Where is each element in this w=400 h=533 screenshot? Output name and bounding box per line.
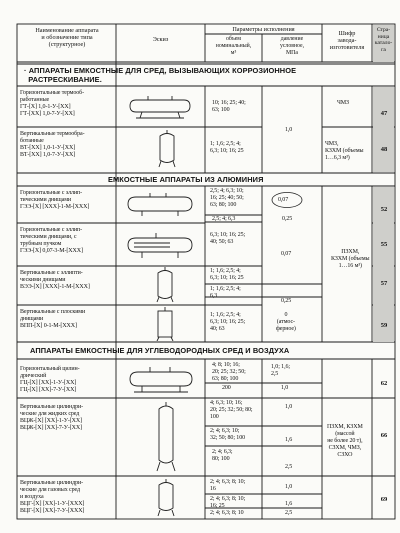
row5-page: 57 xyxy=(380,280,388,287)
row4-volume: 6,3; 10; 16; 25; 40; 50; 63 xyxy=(210,232,246,245)
row9-volume: 2; 4; 6,3; 8; 10; 16 xyxy=(210,479,246,492)
horizontal-ellipse-tank-sketch xyxy=(126,190,194,218)
row7-pressure-b: 1,0 xyxy=(281,385,289,391)
row3-volume: 2,5; 4; 6,3; 10; 16; 25; 40; 50; 63; 80; 100 xyxy=(210,188,244,208)
aluminum-mfr: ПЗХМ, КЗХМ (объемы 1…16 м³) xyxy=(331,249,370,269)
circle-mark-icon xyxy=(270,191,304,209)
row8-page: 66 xyxy=(380,432,388,439)
row35-pressure: 0,07 xyxy=(281,251,292,257)
row35-pressure-b: 0,25 xyxy=(281,298,292,304)
section-corrosive: · АППАРАТЫ ЕМКОСТНЫЕ ДЛЯ СРЕД, ВЫЗЫВАЮЩИХ КОРРОЗИОННОЕ РАСТРЕСКИВАНИЕ. xyxy=(24,66,297,84)
row1-mfr: ЧМЗ xyxy=(337,100,349,106)
row3-name: Горизонтальные с эллип- тическими днищами ГЭЭ-[Х] [ХХХ]-1-М-[ХХХ] xyxy=(20,190,90,210)
row3-pressure: 0,07 xyxy=(278,197,289,203)
row9-pressure-c: 2,5 xyxy=(285,510,293,516)
row9-name: Вертикальные цилиндри- ческие для газовых сред и воздуха ВЦГ-[Х] [ХХ]-1-У-[ХХХ] ВЦГ-[Х] [ХХ]-7-У-[ХХХ] xyxy=(20,480,85,514)
horizontal-cylinder-sketch xyxy=(128,364,194,394)
row2-page: 48 xyxy=(380,146,388,153)
row12-pressure: 1,0 xyxy=(285,127,293,133)
header-page: Стра- ница катало- га xyxy=(374,27,393,53)
tube-bundle-tank-sketch xyxy=(126,230,194,260)
row8-pressure-c: 2,5 xyxy=(285,464,293,470)
row7-pressure: 1,0; 1,6; 2,5 xyxy=(271,364,290,377)
row9-pressure: 1,0 xyxy=(285,484,293,490)
row9-pressure-b: 1,6 xyxy=(285,501,293,507)
row8-pressure-b: 1,6 xyxy=(285,437,293,443)
row1-volume: 10; 16; 25; 40; 63; 100 xyxy=(212,100,246,113)
vertical-liquid-cylinder-sketch xyxy=(154,402,178,472)
row8-volume-c: 2; 4; 6,3; 80; 100 xyxy=(212,449,233,462)
row9-volume-c: 2; 4; 6,3; 8; 10 xyxy=(210,510,244,516)
row7-name: Горизонтальный цилин- дрический ГЦ-[Х] [ХХ]-1-У-[ХХ] ГЦ-[Х] [ХХ]-7-У-[ХХ] xyxy=(20,366,80,393)
section-aluminum: ЕМКОСТНЫЕ АППАРАТЫ ИЗ АЛЮМИНИЯ xyxy=(108,175,264,184)
row8-volume-b: 2; 4; 6,3; 10; 32; 50; 80; 100 xyxy=(210,428,246,441)
row5-volume-b: 1; 1,6; 2,5; 4; 6,3 xyxy=(210,286,241,299)
page-col-shade xyxy=(373,87,394,172)
row7-volume: 4; 8; 10; 16; 20; 25; 32; 50; 63; 80; 100 xyxy=(212,362,246,382)
row5-volume: 1; 1,6; 2,5; 4; 6,3; 10; 16; 25 xyxy=(210,268,244,281)
row1-name: Горизонтальные термооб- работанные ГТ-[Х] 1,0-1-У-[ХХ] ГТ-[ХХ] 1,0-7-У-[ХХ] xyxy=(20,90,84,117)
row5-name: Вертикальные с эллипти- ческими днищами ВЭЭ-[Х] [ХХХ]-1-М-[ХХХ] xyxy=(20,270,90,290)
vertical-gas-cylinder-sketch xyxy=(154,479,178,517)
row6-volume: 1; 1,6; 2,5; 4; 6,3; 10; 16; 25; 40; 63 xyxy=(210,312,246,332)
row7-page: 62 xyxy=(380,380,388,387)
row8-volume: 4; 6,3; 10; 16; 20; 25; 32; 50; 80; 100 xyxy=(210,400,253,420)
row4-name: Горизонтальные с эллип- тическими днищами, с трубным пучком ГЭЭ-[Х] 0,07-3-М-[ХХХ] xyxy=(20,227,83,254)
row6-pressure: 0 (атмос- ферное) xyxy=(276,312,296,332)
row9-page: 69 xyxy=(380,496,388,503)
row4-page: 55 xyxy=(380,241,388,248)
row8-name: Вертикальные цилиндри- ческие для жидких сред ВЦЖ-[Х] [ХХ]-1-У-[ХХ] ВЦЖ-[Х] [ХХ]-7-У-[ХХ] xyxy=(20,404,83,431)
header-sketch: Эскиз xyxy=(152,36,169,43)
row6-page: 59 xyxy=(380,322,388,329)
row3-volume-b: 2,5; 4; 6,3 xyxy=(212,216,236,222)
header-volume: объем номинальный, м³ xyxy=(215,36,252,56)
header-mfr: Шифр завода- изготовителя xyxy=(329,30,365,51)
vertical-ellipse-tank-sketch xyxy=(153,267,177,303)
hydrocarbon-mfr: ПЗХМ, КЗХМ (массой не более 20 т), СЗХМ, ЧМЗ, СЗХО xyxy=(327,424,363,458)
row3-page: 52 xyxy=(380,206,388,213)
row2-volume: 1; 1,6; 2,5; 4; 6,3; 10; 16; 25 xyxy=(210,141,244,154)
row2-name: Вертикальные термообра- ботанные ВТ-[ХХ] 1,0-1-У-[ХХ] ВТ-[ХХ] 1,0-7-У-[ХХ] xyxy=(20,131,85,158)
header-pressure: давление условное, МПа xyxy=(279,36,305,56)
section-hydrocarbon: АППАРАТЫ ЕМКОСТНЫЕ ДЛЯ УГЛЕВОДОРОДНЫХ СРЕД И ВОЗДУХА xyxy=(30,346,290,355)
row9-volume-b: 2; 4; 6,3; 8; 10; 16; 25 xyxy=(210,496,246,509)
vertical-tank-sketch xyxy=(156,130,178,168)
row6-name: Вертикальные с плоскими днищами ВПП-[Х] 0-1-М-[ХХХ] xyxy=(20,309,86,329)
row3-pressure-b: 0,25 xyxy=(282,216,293,222)
header-params: Параметры исполнения xyxy=(232,26,295,33)
row8-pressure: 1,0 xyxy=(285,404,293,410)
row2-mfr: ЧМЗ, КЗХМ (объемы 1…6,3 м³) xyxy=(325,141,364,161)
row1-page: 47 xyxy=(380,110,388,117)
header-name: Наименование аппарата и обозначение типа (структурное) xyxy=(35,27,99,48)
row7-volume-b: 200 xyxy=(222,385,231,391)
horizontal-tank-sketch xyxy=(128,92,192,120)
vertical-flat-tank-sketch xyxy=(153,307,177,341)
